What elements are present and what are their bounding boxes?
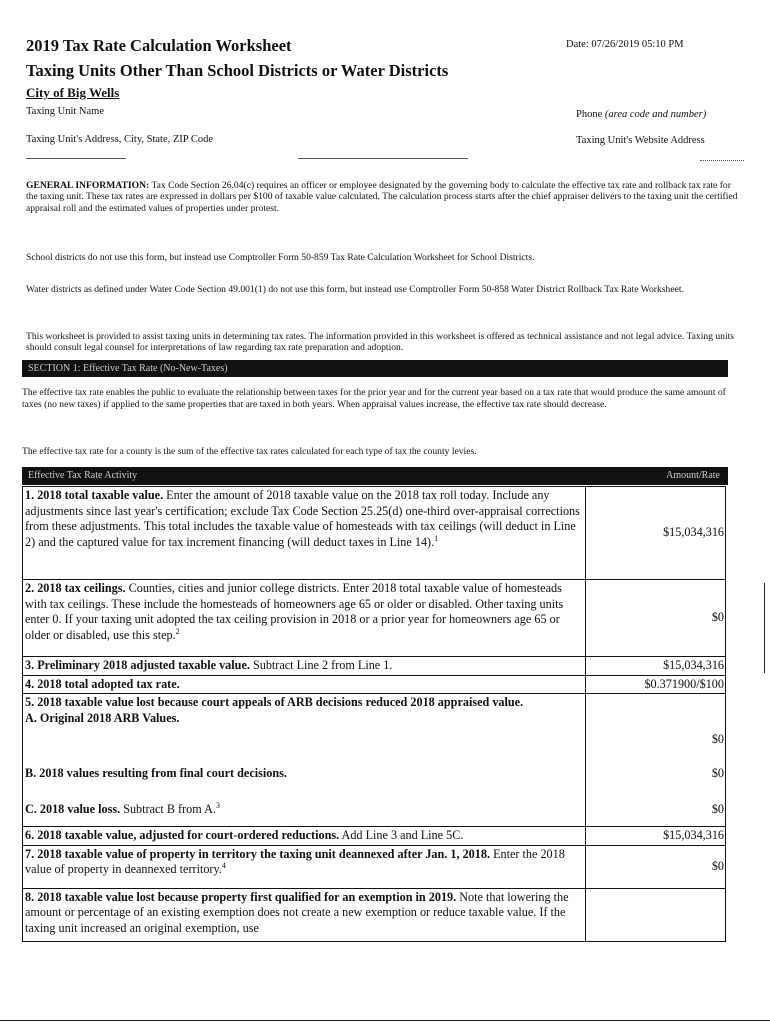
- activity-column-header: Effective Tax Rate Activity: [28, 470, 138, 481]
- line-3-amount: $15,034,316: [586, 657, 726, 676]
- line-1-amount: $15,034,316: [586, 487, 726, 580]
- line-1-title: 1. 2018 total taxable value.: [25, 488, 164, 502]
- line-5-amounts: [586, 694, 726, 827]
- table-row: [23, 487, 726, 580]
- table-header-bar: [22, 467, 728, 485]
- website-rule: [700, 160, 744, 161]
- table-row: [23, 657, 726, 676]
- line-6-text: Add Line 3 and Line 5C.: [339, 828, 464, 843]
- footnote-1: 1: [434, 533, 439, 543]
- line-2-text: Counties, cities and junior college districts. Enter 2018 total taxable value of homesteads with tax ceilings. These include the homesteads of homeowners age 65 or older or disabled. Other taxing units enter 0. If your taxing unit adopted the tax ceiling provision in 2018 or a prior year for homeowners age 65 or older or disabled, use this step.: [25, 581, 564, 642]
- footnote-3: 3: [215, 801, 220, 811]
- address-rule-2: [298, 158, 468, 159]
- line-6-title: 6. 2018 taxable value, adjusted for court-ordered reductions.: [25, 828, 340, 843]
- line-2-amount: $0: [586, 580, 726, 657]
- phone-hint: (area code and number): [604, 109, 707, 120]
- website-label: Taxing Unit's Website Address: [576, 135, 705, 146]
- line-5a-title: A. Original 2018 ARB Values.: [25, 710, 180, 725]
- table-row: [23, 827, 726, 846]
- worksheet-title: 2019 Tax Rate Calculation Worksheet: [26, 36, 292, 55]
- address-rule: [26, 158, 126, 159]
- footnote-2: 2: [175, 626, 180, 636]
- line-2-title: 2. 2018 tax ceilings.: [25, 581, 126, 595]
- school-district-note: School districts do not use this form, but instead use Comptroller Form 50-859 Tax Rate Calculation Worksheet for School Districts.: [26, 252, 535, 263]
- line-7-description: [23, 845, 586, 888]
- assistance-note: This worksheet is provided to assist taxing units in determining tax rates. The information provided in this worksheet is offered as technical assistance and not legal advice. Taxing units should consult legal counsel for interpretations of law regarding tax rate preparation and adoption.: [26, 331, 735, 354]
- table-row: [23, 580, 726, 657]
- line-4-description: [23, 675, 586, 694]
- line-5-description: [23, 694, 586, 827]
- section-1-header: SECTION 1: Effective Tax Rate (No-New-Taxes): [22, 360, 728, 377]
- line-5c-text: Subtract B from A.: [120, 802, 216, 817]
- taxing-unit-name-label: Taxing Unit Name: [26, 106, 104, 117]
- line-5a-amount: $0: [711, 732, 724, 747]
- line-8-title: 8. 2018 taxable value lost because property first qualified for an exemption in 2019.: [25, 889, 457, 904]
- line-8-amount: [586, 888, 726, 941]
- water-district-note: Water districts as defined under Water Code Section 49.001(1) do not use this form, but instead use Comptroller Form 50-858 Water District Rollback Tax Rate Worksheet.: [26, 284, 684, 295]
- table-row: [23, 675, 726, 694]
- line-3-text: Subtract Line 2 from Line 1.: [249, 658, 393, 672]
- line-1-text: Enter the amount of 2018 taxable value on the 2018 tax roll today. Include any adjustments since last year's certification; exclude Tax Code Section 25.25(d) one-third over-appraisal corrections from these adjustments. This total includes the taxable value of homesteads with tax ceilings (will deduct in Line 2) and the captured value for tax increment financing (will deduct taxes in Line 14).: [25, 488, 580, 549]
- line-3-title: 3. Preliminary 2018 adjusted taxable value.: [25, 658, 250, 672]
- line-7-amount: $0: [586, 845, 726, 888]
- general-info-paragraph: [26, 180, 741, 214]
- line-5b-title: B. 2018 values resulting from final court decisions.: [25, 766, 287, 781]
- section-1-county-note: The effective tax rate for a county is the sum of the effective tax rates calculated for each type of tax the county levies.: [22, 446, 477, 457]
- line-7-title: 7. 2018 taxable value of property in territory the taxing unit deannexed after Jan. 1, 2018.: [25, 846, 491, 861]
- line-5-title: 5. 2018 taxable value lost because court appeals of ARB decisions reduced 2018 appraised value.: [25, 695, 524, 710]
- line-8-text: Note that lowering the amount or percentage of an existing exemption does not create a new exemption or reduce taxable value. If the taxing unit increased an original exemption, use: [25, 889, 569, 935]
- table-row: [23, 888, 726, 941]
- line-5c-title: C. 2018 value loss.: [25, 802, 121, 817]
- line-6-description: [23, 827, 586, 846]
- amount-column-header: Amount/Rate: [666, 470, 720, 481]
- worksheet-subtitle: Taxing Units Other Than School Districts or Water Districts: [26, 61, 449, 80]
- phone-label-text: Phone: [576, 109, 603, 120]
- line-4-title: 4. 2018 total adopted tax rate.: [25, 676, 180, 691]
- line-4-amount: $0.371900/$100: [586, 675, 726, 694]
- table-row: [23, 845, 726, 888]
- line-5c-row: [25, 802, 220, 818]
- report-date: Date: 07/26/2019 05:10 PM: [566, 39, 684, 50]
- scan-edge-line: [764, 583, 765, 673]
- general-info-lead: GENERAL INFORMATION:: [26, 180, 150, 191]
- effective-rate-table: [22, 486, 726, 942]
- table-row: [23, 694, 726, 827]
- line-5c-amount: $0: [711, 802, 724, 817]
- line-1-description: [23, 487, 586, 580]
- footnote-4: 4: [221, 861, 226, 871]
- phone-label: [576, 109, 706, 120]
- line-8-description: [23, 888, 586, 941]
- general-info-text: Tax Code Section 26.04(c) requires an officer or employee designated by the governing body to calculate the effective tax rate and rollback tax rate for the taxing unit. These tax rates are expressed in dollars per $100 of taxable value calculated. The calculation process starts after the chief appraiser delivers to the taxing unit the certified appraisal roll and the estimated values of properties under protest.: [26, 180, 738, 214]
- taxing-unit-name: City of Big Wells: [26, 85, 120, 100]
- address-label: Taxing Unit's Address, City, State, ZIP Code: [26, 134, 214, 145]
- line-7-text: Enter the 2018 value of property in deannexed territory.: [25, 846, 565, 877]
- line-2-description: [23, 580, 586, 657]
- page-bottom-rule: [0, 1020, 770, 1021]
- line-3-description: [23, 657, 586, 676]
- section-1-intro: The effective tax rate enables the public to evaluate the relationship between taxes for the prior year and for the current year based on a tax rate that would produce the same amount of taxes (no new taxes) if applied to the same properties that are taxed in both years. When appraisal values increase, the effective tax rate should decrease.: [22, 387, 726, 410]
- line-5b-amount: $0: [711, 766, 724, 781]
- line-6-amount: $15,034,316: [586, 827, 726, 846]
